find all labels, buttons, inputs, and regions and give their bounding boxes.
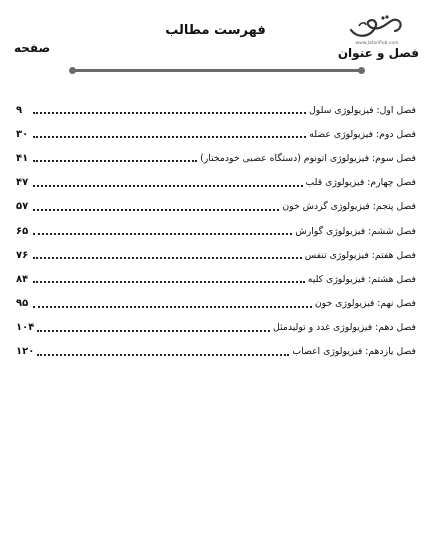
toc-row[interactable] [16,122,416,146]
dot-leader [33,112,306,114]
toc-chapter-title: فصل دوم: فیزیولوژی عضله [309,128,416,140]
logo-url: www.JafariPub.com [355,41,399,46]
dot-leader [33,281,305,283]
header-divider [73,69,361,72]
dot-leader [33,209,279,211]
table-of-contents [16,98,416,364]
toc-chapter-title: فصل یازدهم: فیزیولوژی اعصاب [292,346,416,358]
toc-page-number: ۵۷ [16,201,29,213]
chapter-column-header: فصل و عنوان [337,46,419,60]
toc-page-number: ۶۵ [16,225,29,237]
toc-page-number: ۹ [16,104,23,116]
dot-leader [33,185,303,187]
toc-row[interactable] [16,171,416,195]
dot-leader [33,257,302,259]
dot-leader [37,330,270,332]
toc-page-number: ۴۷ [16,177,29,189]
toc-row[interactable] [16,98,416,122]
toc-page-number: ۷۶ [16,249,29,261]
toc-chapter-title: فصل نهم: فیزیولوژی خون [314,298,416,310]
publisher-logo [347,12,407,50]
toc-chapter-title: فصل هشتم: فیزیولوژی کلیه [307,273,416,285]
toc-row[interactable] [16,292,416,316]
toc-page-number: ۱۲۰ [16,346,35,358]
toc-row[interactable] [16,195,416,219]
dot-leader [33,160,197,162]
page-column-header: صفحه [14,41,51,55]
toc-row[interactable] [16,340,416,364]
toc-row[interactable] [16,146,416,170]
dot-leader [33,233,292,235]
toc-row[interactable] [16,243,416,267]
toc-chapter-title: فصل پنجم: فیزیولوژی گردش خون [282,201,416,213]
toc-chapter-title: فصل سوم: فیزیولوژی اتونوم (دستگاه عصبی خودمختار) [200,152,416,164]
toc-page-number: ۱۰۴ [16,322,35,334]
dot-leader [37,354,289,356]
toc-row[interactable] [16,267,416,291]
toc-row[interactable] [16,316,416,340]
toc-page-number: ۴۱ [16,152,29,164]
toc-chapter-title: فصل هفتم: فیزیولوژی تنفس [304,249,416,261]
toc-chapter-title: فصل اول: فیزیولوژی سلول [309,104,416,116]
toc-chapter-title: فصل چهارم: فیزیولوژی قلب [305,177,416,189]
toc-row[interactable] [16,219,416,243]
page-title: فهرست مطالب [165,23,266,38]
publisher-logo-icon [347,12,407,40]
toc-chapter-title: فصل ششم: فیزیولوژی گوارش [295,225,416,237]
dot-leader [33,306,312,308]
toc-chapter-title: فصل دهم: فیزیولوژی غدد و تولیدمثل [273,322,416,334]
toc-page-number: ۳۰ [16,128,29,140]
toc-page-number: ۸۴ [16,273,29,285]
toc-page-number: ۹۵ [16,298,29,310]
dot-leader [33,136,306,138]
